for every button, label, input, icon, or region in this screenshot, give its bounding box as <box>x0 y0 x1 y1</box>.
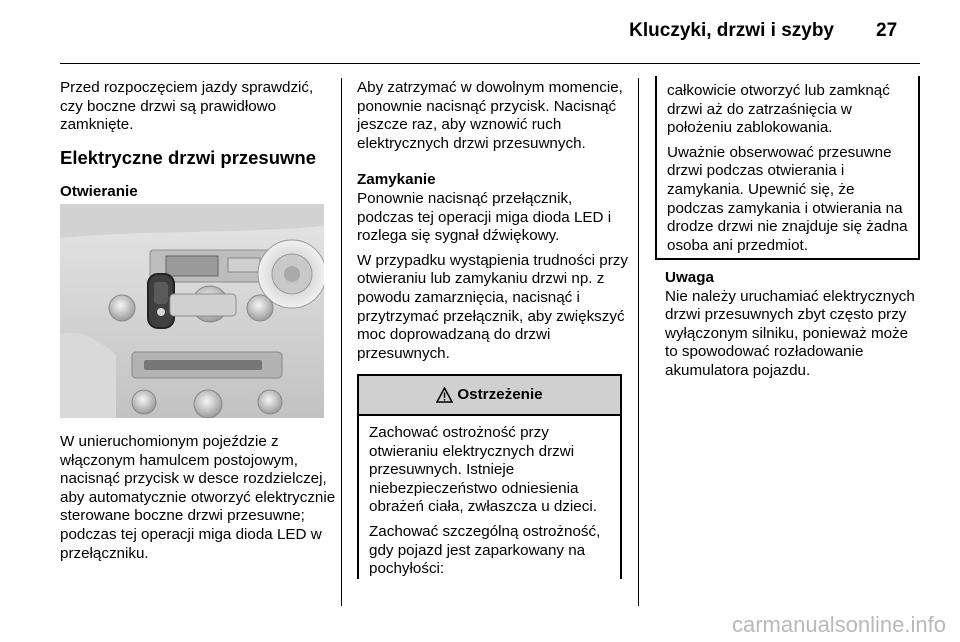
intro-text: Przed rozpoczęciem jazdy sprawdzić, czy boczne drzwi są prawidłowo zamknięte. <box>60 79 314 134</box>
warning-text-2: Zachować szczególną ostrożność, gdy pojazd jest zaparkowany na pochyłości: <box>369 522 601 578</box>
page-number: 27 <box>876 20 898 41</box>
warning-header <box>359 376 620 416</box>
subheading-closing: Zamykanie <box>357 171 436 189</box>
warning-box-continued <box>655 76 920 260</box>
middle-column <box>357 79 629 371</box>
subheading-opening: Otwieranie <box>60 182 138 200</box>
header-rule <box>60 63 920 64</box>
warning-text-1: Zachować ostrożność przy otwieraniu elektrycznych drzwi przesuwnych. Istnieje niebezpieczeństwo odniesienia obrażeń ciała, zwłaszcza u dzieci. <box>369 424 597 516</box>
opening-instructions: W unieruchomionym pojeździe z włączonym hamulcem postojowym, nacisnąć przycisk w desce rozdzielczej, aby automatycznie otworzyć elektrycznie sterowane boczne drzwi przesuwne; podczas tej operacji miga dioda LED w przełączniku. <box>60 433 336 562</box>
warning-continued-body <box>657 76 918 255</box>
closing-block <box>357 171 629 245</box>
column-divider <box>341 78 342 606</box>
warning-triangle-icon <box>436 387 453 403</box>
dashboard-switch-illustration <box>60 204 324 418</box>
page-title: Kluczyki, drzwi i szyby <box>629 20 834 41</box>
closing-instructions: Ponownie nacisnąć przełącznik, podczas tej operacji miga dioda LED i rozlega się sygnał dźwiękowy. <box>357 189 612 245</box>
note <box>665 269 923 381</box>
note-text: Nie należy uruchamiać elektrycznych drzwi przesuwnych zbyt często przy wyłączonym silniku, ponieważ może to spowodować rozładowanie akumulatora pojazdu. <box>665 287 915 379</box>
left-column-body <box>60 433 336 571</box>
warning-continued-text-2: Uważnie obserwować przesuwne drzwi podczas otwierania i zamykania. Upewnić się, że podczas zamykania i otwierania na drodze drzwi nie znajduje się żadna osoba ani przedmiot. <box>667 143 908 254</box>
difficulty-instructions: W przypadku wystąpienia trudności przy otwieraniu lub zamykaniu drzwi np. z powodu zamarznięcia, nacisnąć i przytrzymać przełącznik, aby zwiększyć moc doprowadzaną do drzwi przesuwnych. <box>357 251 628 362</box>
warning-body <box>359 416 620 579</box>
column-divider <box>638 78 639 606</box>
warning-continued-text-1: całkowicie otworzyć lub zamknąć drzwi aż do zatrzaśnięcia w położeniu zablokowania. <box>667 82 890 137</box>
section-heading: Elektryczne drzwi przesuwne <box>60 146 317 168</box>
left-column <box>60 79 328 201</box>
note-title: Uwaga <box>665 269 714 286</box>
stop-instructions: Aby zatrzymać w dowolnym momencie, ponownie nacisnąć przycisk. Nacisnąć jeszcze raz, aby wznowić ruch elektrycznych drzwi przesuwnych. <box>357 79 623 152</box>
note-block <box>665 269 923 389</box>
watermark: carmanualsonline.info <box>731 612 946 637</box>
warning-box <box>357 374 622 579</box>
warning-title: Ostrzeżenie <box>457 385 543 403</box>
